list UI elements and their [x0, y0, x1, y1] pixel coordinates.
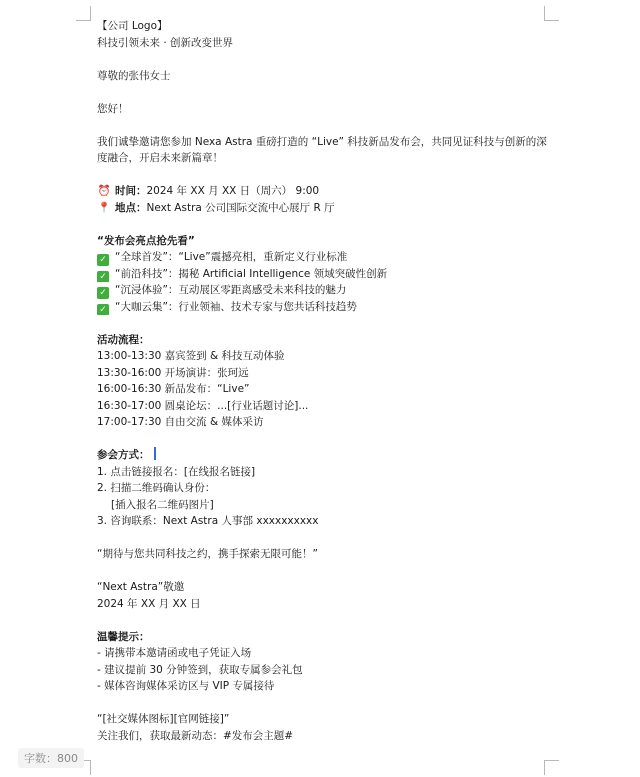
- join-item: [插入报名二维码图片]: [111, 498, 214, 511]
- check-mark-icon: ✓: [97, 254, 109, 266]
- schedule-item: 17:00-17:30 自由交流 & 媒体采访: [97, 416, 264, 428]
- word-count-badge[interactable]: 字数：800: [18, 748, 84, 768]
- schedule-item: 13:00-13:30 嘉宾签到 & 科技互动体验: [97, 350, 285, 362]
- tip-item: - 请携带本邀请函或电子凭证入场: [97, 647, 252, 659]
- logo-placeholder: 【公司 Logo】: [97, 20, 168, 32]
- list-item: ✓ “大咖云集”：行业领袖、技术专家与您共话科技趋势: [97, 299, 557, 316]
- slogan: 科技引领未来 · 创新改变世界: [97, 36, 234, 49]
- join-title: 参会方式：: [97, 449, 150, 461]
- schedule-item: 16:30-17:00 圆桌论坛：...[行业话题讨论]...: [97, 399, 309, 412]
- list-item: ✓ “沉浸体验”：互动展区零距离感受未来科技的魅力: [97, 282, 557, 299]
- join-item: 1. 点击链接报名：[在线报名链接]: [97, 465, 256, 478]
- greeting: 尊敬的张伟女士: [97, 69, 171, 82]
- check-mark-icon: ✓: [97, 271, 109, 283]
- social-links: “[社交媒体图标][官网链接]”: [97, 713, 230, 725]
- place-value: Next Astra 公司国际交流中心展厅 R 厅: [146, 201, 335, 214]
- list-item: ✓ “前沿科技”：揭秘 Artificial Intelligence 领域突破性创新: [97, 266, 557, 283]
- check-mark-icon: ✓: [97, 304, 109, 316]
- schedule-item: 16:00-16:30 新品发布：“Live”: [97, 383, 250, 395]
- schedule-title: 活动流程：: [97, 333, 150, 346]
- closing-quote: “期待与您共同科技之约，携手探索无限可能！”: [97, 548, 318, 560]
- signature-date: 2024 年 XX 月 XX 日: [97, 597, 201, 610]
- signature-company: “Next Astra”敬邀: [97, 581, 185, 593]
- time-value: 2024 年 XX 月 XX 日（周六） 9:00: [146, 185, 320, 197]
- join-title-line: [97, 447, 557, 464]
- crop-mark-bottom-right: [544, 760, 559, 775]
- highlights-title: “发布会亮点抢先看”: [97, 234, 195, 247]
- tip-item: - 媒体咨询媒体采访区与 VIP 专属接待: [97, 680, 275, 692]
- time-line: [97, 183, 557, 200]
- place-label: 地点：: [115, 201, 147, 214]
- schedule-item: 13:30-16:00 开场演讲：张珂远: [97, 366, 249, 379]
- join-item: 2. 扫描二维码确认身份：: [97, 482, 216, 494]
- tip-item: - 建议提前 30 分钟签到，获取专属参会礼包: [97, 663, 303, 676]
- tips-title: 温馨提示：: [97, 630, 150, 643]
- crop-mark-top-left: [76, 6, 91, 21]
- place-line: [97, 200, 557, 217]
- intro-paragraph: 我们诚挚邀请您参加 Nexa Astra 重磅打造的 “Live” 科技新品发布会，共同见证科技与创新的深度融合，开启未来新篇章！: [97, 135, 547, 164]
- document-body[interactable]: [97, 18, 557, 744]
- pin-icon: 📍: [97, 201, 111, 214]
- hello: 您好！: [97, 102, 129, 115]
- alarm-clock-icon: ⏰: [97, 185, 111, 197]
- check-mark-icon: ✓: [97, 287, 109, 299]
- text-cursor: [154, 447, 156, 460]
- join-item: 3. 咨询联系：Next Astra 人事部 xxxxxxxxxx: [97, 515, 319, 527]
- time-label: 时间：: [115, 185, 147, 197]
- follow-line: 关注我们，获取最新动态：#发布会主题#: [97, 729, 294, 742]
- list-item: ✓ “全球首发”：“Live”震撼亮相，重新定义行业标准: [97, 249, 557, 266]
